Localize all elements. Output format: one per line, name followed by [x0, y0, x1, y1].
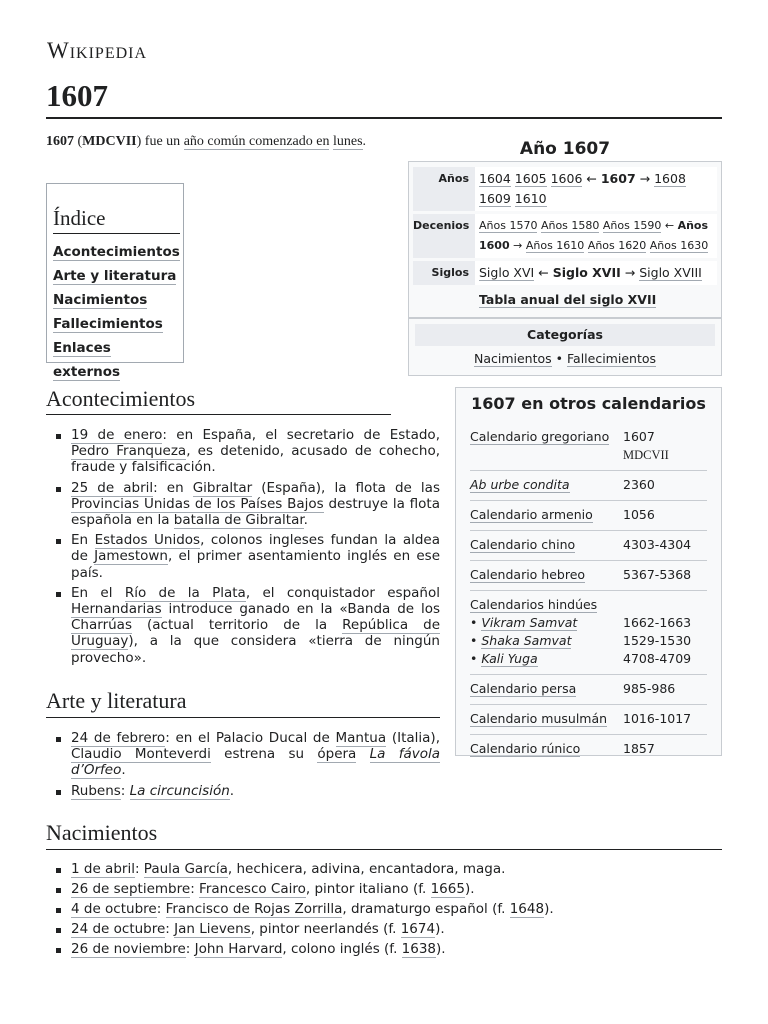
section-divider — [46, 414, 391, 415]
item-link[interactable]: Paula García — [143, 861, 228, 877]
section-divider — [46, 849, 722, 850]
item-link[interactable]: República de Uruguay — [71, 617, 441, 650]
item-link[interactable]: Francesco Cairo — [199, 881, 306, 897]
calendar-row — [470, 705, 707, 735]
arrow-right: → — [513, 239, 523, 252]
item-link[interactable]: La circuncisión — [129, 782, 230, 799]
page-title: 1607 — [46, 78, 108, 113]
categories-box — [408, 318, 722, 376]
decades-label: Decenios — [413, 219, 470, 232]
century-link[interactable]: Siglo XVI — [479, 265, 535, 280]
calendar-name[interactable]: Calendarios hindúes — [470, 597, 598, 612]
year-navbox-title: Año 1607 — [519, 139, 611, 159]
list-item: En Estados Unidos, colonos ingleses fundan la aldea de Jamestown, el primer asentamiento inglés en ese país. — [71, 532, 440, 581]
decades-list — [475, 214, 717, 258]
section-heading-arts: Arte y literatura — [46, 688, 187, 713]
date-link[interactable]: 1 de abril — [71, 861, 135, 877]
calendar-row — [470, 501, 707, 531]
date-link[interactable]: 25 de abril — [71, 479, 154, 496]
date-link[interactable]: 4 de octubre — [71, 901, 157, 917]
decade-link[interactable]: Años 1610 — [525, 239, 585, 252]
calendar-value: 1529-1530 — [623, 633, 692, 648]
centuries-list — [475, 261, 717, 285]
intro-year: 1607 — [46, 134, 74, 149]
calendar-value: 1607 — [623, 429, 655, 444]
arrow-right: → — [639, 171, 651, 186]
calendar-value: 1857 — [623, 741, 655, 756]
year-link[interactable]: 1610 — [514, 191, 547, 206]
calendar-name[interactable]: Ab urbe condita — [470, 477, 570, 492]
decade-link[interactable]: Años 1580 — [540, 219, 600, 232]
century-link[interactable]: Siglo XVIII — [639, 265, 702, 280]
category-separator: • — [551, 351, 567, 366]
arrow-right: → — [624, 265, 636, 280]
list-item: 24 de octubre: Jan Lievens, pintor neerlandés (f. 1674). — [71, 921, 722, 937]
calendar-value-roman: MDCVII — [623, 448, 669, 462]
item-link[interactable]: Río de la Plata — [124, 584, 246, 601]
calendar-row — [470, 561, 707, 591]
calendar-subname[interactable]: Vikram Samvat — [481, 615, 578, 630]
list-item: 19 de enero: en España, el secretario de Estado, Pedro Franqueza, es detenido, acusado de cohecho, fraude y falsificación. — [71, 427, 440, 476]
section-heading-births: Nacimientos — [46, 820, 158, 845]
item-link[interactable]: 1638 — [401, 941, 437, 957]
item-link[interactable]: Estados Unidos — [94, 532, 201, 549]
item-link[interactable]: John Harvard — [194, 941, 283, 957]
year-link[interactable]: 1606 — [550, 171, 583, 186]
list-item: 26 de septiembre: Francesco Cairo, pintor italiano (f. 1665). — [71, 881, 722, 897]
years-label: Años — [438, 172, 469, 185]
centuries-label: Siglos — [431, 266, 469, 279]
year-navbox — [408, 137, 722, 318]
calendar-row — [470, 531, 707, 561]
calendar-name[interactable]: Calendario hebreo — [470, 567, 586, 582]
calendar-value: 4708-4709 — [623, 651, 692, 666]
calendar-value: 1016-1017 — [623, 711, 692, 726]
categories-list — [415, 346, 715, 372]
item-link[interactable]: La fávola d’Orfeo — [71, 746, 441, 779]
arrow-left: ← — [538, 265, 549, 280]
calendar-subname[interactable]: Shaka Samvat — [481, 633, 572, 648]
intro-paragraph: 1607 (MDCVII) fue un año común comenzado en lunes. — [46, 134, 367, 149]
date-link[interactable]: 26 de noviembre — [71, 941, 186, 957]
section-heading-events: Acontecimientos — [46, 386, 196, 411]
intro-end: . — [362, 134, 367, 149]
list-item: 1 de abril: Paula García, hechicera, adivina, encantadora, maga. — [71, 861, 722, 877]
calendar-row — [470, 675, 707, 705]
date-link[interactable]: 24 de febrero — [71, 730, 166, 746]
current-century: Siglo XVII — [552, 265, 621, 280]
intro-roman: MDCVII — [82, 134, 137, 149]
list-item: 4 de octubre: Francisco de Rojas Zorrilla, dramaturgo español (f. 1648). — [71, 901, 722, 917]
calendar-value: 5367-5368 — [623, 567, 692, 582]
year-link[interactable]: 1608 — [654, 171, 686, 186]
decade-link[interactable]: Años 1570 — [479, 219, 538, 232]
date-link[interactable]: 24 de octubre — [71, 921, 166, 937]
item-link[interactable]: Gibraltar — [192, 479, 253, 496]
calendar-name[interactable]: Calendario rúnico — [470, 741, 581, 756]
date-link[interactable]: 19 de enero — [71, 427, 163, 443]
item-link[interactable]: Hernandarias — [71, 601, 162, 618]
list-item: Rubens: La circuncisión. — [71, 783, 440, 799]
item-link[interactable]: 1674 — [400, 921, 436, 937]
current-year: 1607 — [600, 171, 636, 186]
link-lunes[interactable]: lunes — [332, 134, 363, 149]
toc-item[interactable]: Nacimientos — [53, 292, 148, 308]
arts-list — [46, 730, 440, 803]
year-link[interactable]: 1604 — [479, 171, 511, 186]
decade-link[interactable]: Años 1620 — [587, 239, 647, 252]
year-link[interactable]: 1605 — [514, 171, 547, 186]
list-item: 24 de febrero: en el Palacio Ducal de Mantua (Italia), Claudio Monteverdi estrena su ópera La fávola d’Orfeo. — [71, 730, 441, 779]
item-link[interactable]: Jan Lievens — [174, 921, 251, 937]
events-list — [46, 427, 440, 670]
item-link[interactable]: Charrúas — [71, 617, 132, 634]
calendar-value: 2360 — [623, 477, 655, 492]
calendar-name[interactable]: Calendario chino — [470, 537, 576, 552]
item-link[interactable]: 1648 — [509, 901, 545, 917]
intro-text: fue un — [141, 134, 184, 149]
arrow-left: ← — [664, 219, 675, 232]
item-link[interactable]: Rubens — [71, 782, 121, 799]
calendar-name[interactable]: Calendario musulmán — [470, 711, 608, 726]
calendar-row — [470, 735, 707, 764]
category-link[interactable]: Fallecimientos — [567, 351, 657, 366]
current-decade: Años 1600 — [479, 219, 709, 252]
years-list — [475, 167, 717, 211]
item-link[interactable]: ópera — [317, 746, 357, 763]
item-link[interactable]: Jamestown — [94, 548, 168, 565]
item-link[interactable]: 1665 — [430, 881, 465, 897]
link-ano-comun[interactable]: año común comenzado en — [183, 134, 330, 149]
wikipedia-wordmark[interactable]: Wikipedia — [47, 38, 148, 63]
list-item: En el Río de la Plata, el conquistador español Hernandarias introduce ganado en la «Banda de los Charrúas (actual territorio de la República de Uruguay), a la que considera «tierra de ningún provecho». — [71, 584, 441, 666]
calendar-value: 1662-1663 — [623, 615, 692, 630]
item-link[interactable]: Provincias Unidas de los Países Bajos — [71, 495, 324, 512]
century-table-link[interactable]: Tabla anual del siglo XVII — [479, 292, 657, 307]
calendar-value: 1056 — [623, 507, 655, 522]
year-navbox-table — [408, 161, 722, 318]
calendar-name[interactable]: Calendario armenio — [470, 507, 593, 522]
category-link[interactable]: Nacimientos — [473, 351, 552, 366]
year-link[interactable]: 1609 — [479, 191, 511, 206]
decade-link[interactable]: Años 1630 — [649, 239, 709, 252]
calendar-row — [470, 471, 707, 501]
calendar-value: 985-986 — [623, 681, 676, 696]
item-link[interactable]: Claudio Monteverdi — [71, 746, 211, 763]
item-link[interactable]: Francisco de Rojas Zorrilla — [165, 901, 343, 917]
calendar-row — [470, 423, 707, 471]
arrow-left: ← — [586, 171, 597, 186]
other-calendars-box — [455, 387, 722, 756]
item-link[interactable]: Pedro Franqueza — [71, 443, 187, 460]
births-list — [46, 861, 722, 961]
calendar-name[interactable]: Calendario persa — [470, 681, 577, 696]
item-link[interactable]: Mantua — [335, 730, 387, 746]
toc-item[interactable]: Enlaces externos — [53, 340, 121, 380]
toc-item[interactable]: Arte y literatura — [53, 268, 177, 284]
item-link[interactable]: batalla de Gibraltar — [173, 512, 304, 529]
section-divider — [46, 717, 440, 718]
toc-title: Índice — [53, 206, 180, 234]
table-of-contents — [46, 183, 184, 380]
calendar-name[interactable]: Calendario gregoriano — [470, 429, 610, 444]
toc-item[interactable]: Fallecimientos — [53, 316, 163, 332]
list-item: 26 de noviembre: John Harvard, colono inglés (f. 1638). — [71, 941, 722, 957]
calendar-value: 4303-4304 — [623, 537, 692, 552]
calendar-subname[interactable]: Kali Yuga — [481, 651, 538, 666]
decade-link[interactable]: Años 1590 — [602, 219, 662, 232]
toc-item[interactable]: Acontecimientos — [53, 244, 180, 260]
calendars-title: 1607 en otros calendarios — [471, 394, 706, 413]
list-item: 25 de abril: en Gibraltar (España), la flota de las Provincias Unidas de los Países Bajos destruye la flota española en la batalla de Gibraltar. — [71, 479, 440, 529]
categories-heading: Categorías — [415, 324, 715, 346]
title-divider — [46, 117, 722, 119]
date-link[interactable]: 26 de septiembre — [71, 881, 191, 897]
calendar-row: Calendarios hindúes • Vikram Samvat • Shaka Samvat • Kali Yuga 1662-1663 1529-1530 4708-4709 — [470, 591, 707, 675]
